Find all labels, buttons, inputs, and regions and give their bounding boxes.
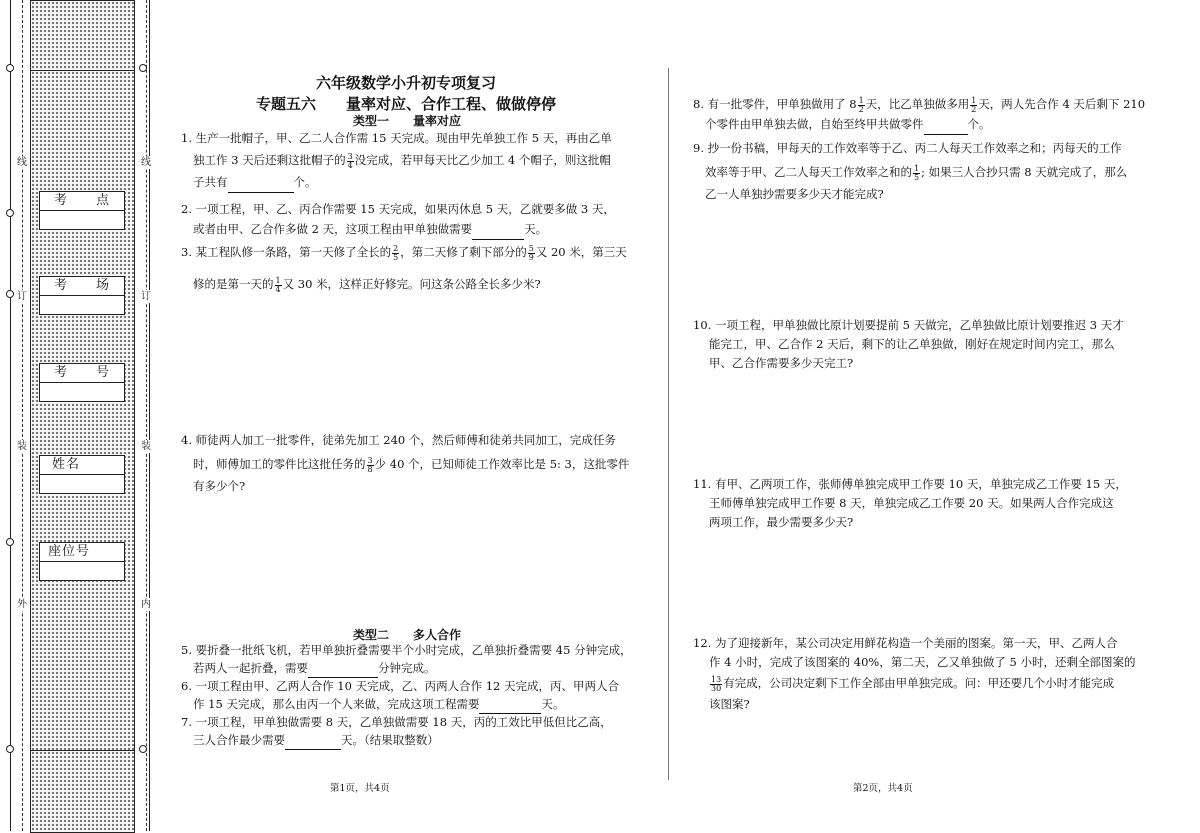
- binding-hole: [6, 290, 14, 298]
- field-label: 座位号: [40, 543, 124, 562]
- question-3: [181, 242, 661, 294]
- field-label: 姓名: [40, 456, 124, 475]
- page-footer: 第1页，共4页: [330, 783, 390, 794]
- question-text: 天，两人先合作 4 天后剩下 210: [978, 97, 1146, 111]
- question-text: 天。: [541, 697, 565, 711]
- question-text: 5. 要折叠一批纸飞机，若甲单独折叠需要半个小时完成，乙单独折叠需要 45 分钟完成，: [181, 643, 632, 657]
- binding-right-line: [149, 0, 150, 831]
- answer-blank[interactable]: [228, 172, 294, 193]
- cut-line-inner: [146, 0, 147, 831]
- answer-blank[interactable]: [308, 659, 378, 678]
- binding-hole: [6, 209, 14, 217]
- field-label: 考 号: [40, 364, 124, 383]
- question-text: 该图案?: [709, 697, 750, 711]
- fraction: $\frac{5}{9}$: [528, 243, 534, 262]
- binding-hole: [6, 64, 14, 72]
- section-heading: 类型二 多人合作: [353, 628, 462, 642]
- question-text: 又 30 米，这样正好修完。问这条公路全长多少米?: [282, 277, 541, 291]
- seat-number-field[interactable]: [39, 542, 125, 581]
- question-text: 6. 一项工程由甲、乙两人合作 10 天完成，乙、丙两人合作 12 天完成，丙、甲两人合: [181, 679, 620, 693]
- question-text: 分钟完成。: [378, 661, 436, 675]
- fraction: $\frac{1}{2}$: [858, 95, 864, 114]
- question-2: [181, 199, 661, 240]
- field-blank[interactable]: [40, 296, 124, 314]
- question-text: 有完成，公司决定剩下工作全部由甲单独完成。问：甲还要几个小时才能完成: [723, 676, 1115, 690]
- binding-hole: [139, 745, 147, 753]
- binding-mark: 外: [17, 599, 27, 610]
- binding-mark: 订: [17, 291, 27, 302]
- binding-edge-line: [10, 0, 11, 831]
- question-text: 12. 为了迎接新年，某公司决定用鲜花构造一个美丽的图案。第一天，甲、乙两人合: [693, 636, 1118, 650]
- exam-site-field[interactable]: [39, 191, 125, 230]
- question-text: 天。: [524, 222, 548, 236]
- question-4: [181, 430, 661, 496]
- question-11: [693, 475, 1173, 532]
- field-blank[interactable]: [40, 475, 124, 493]
- binding-mark: 线: [17, 157, 27, 168]
- question-text: 甲、乙合作需要多少天完工?: [709, 356, 854, 370]
- question-text: 效率等于甲、乙二人每天工作效率之和的: [705, 165, 912, 179]
- question-10: [693, 316, 1173, 373]
- question-text: 修的是第一天的: [193, 277, 274, 291]
- question-text: 11. 有甲、乙两项工作，张师傅单独完成甲工作要 10 天，单独完成乙工作要 15 天，: [693, 477, 1127, 491]
- binding-mark: 线: [141, 157, 151, 168]
- dotted-panel: [30, 0, 135, 72]
- binding-mark: 装: [141, 441, 151, 452]
- question-text: 两项工作，最少需要多少天?: [709, 515, 854, 529]
- question-text: 三人合作最少需要: [193, 733, 285, 747]
- fraction: $\frac{2}{5}$: [393, 243, 399, 262]
- question-text: 能完工，甲、乙合作 2 天后，剩下的让乙单独做，刚好在规定时间内完工，那么: [709, 337, 1115, 351]
- question-text: 有多少个?: [193, 479, 246, 493]
- question-text: 9. 抄一份书稿，甲每天的工作效率等于乙、丙二人每天工作效率之和；丙每天的工作: [693, 141, 1122, 155]
- field-label: 考 场: [40, 277, 124, 296]
- question-text: 若两人一起折叠，需要: [193, 661, 308, 675]
- answer-blank[interactable]: [479, 695, 541, 714]
- question-5: [181, 641, 661, 678]
- binding-hole: [6, 745, 14, 753]
- question-text: ; 如果三人合抄只需 8 天就完成了，那么: [921, 165, 1128, 179]
- exam-room-field[interactable]: [39, 276, 125, 315]
- question-text: 独工作 3 天后还剩这批帽子的: [193, 153, 346, 167]
- binding-mark: 装: [17, 441, 27, 452]
- question-7: [181, 713, 661, 750]
- question-text: 7. 一项工程，甲单独做需要 8 天，乙单独做需要 18 天，丙的工效比甲低但比乙高，: [181, 715, 612, 729]
- question-9: [693, 138, 1173, 204]
- dotted-panel: [30, 750, 135, 833]
- answer-blank[interactable]: [285, 731, 341, 750]
- question-text: 或者由甲、乙合作多做 2 天，这项工程由甲单独做需要: [193, 222, 473, 236]
- binding-mark: 订: [141, 291, 151, 302]
- binding-hole: [139, 64, 147, 72]
- question-8: [693, 94, 1173, 135]
- binding-mark: 内: [141, 599, 151, 610]
- question-text: 1. 生产一批帽子，甲、乙二人合作需 15 天完成。现由甲先单独工作 5 天，再由乙单: [181, 131, 612, 145]
- field-blank[interactable]: [40, 562, 124, 580]
- exam-number-field[interactable]: [39, 363, 125, 402]
- question-text: 乙一人单独抄需要多少天才能完成?: [705, 187, 884, 201]
- question-text: 2. 一项工程，甲、乙、丙合作需要 15 天完成，如果丙休息 5 天，乙就要多做 3 天，: [181, 202, 615, 216]
- answer-blank[interactable]: [924, 114, 968, 135]
- question-12: [693, 634, 1173, 714]
- question-text: 少 40 个，已知师徒工作效率比是 5: 3，这批零件: [374, 457, 630, 471]
- question-6: [181, 677, 661, 714]
- name-field[interactable]: [39, 455, 125, 494]
- fraction: $\frac{3}{8}$: [367, 455, 373, 474]
- question-text: 天。（结果取整数）: [341, 733, 439, 747]
- question-text: 王师傅单独完成甲工作要 8 天，单独完成乙工作要 20 天。如果两人合作完成这: [709, 496, 1114, 510]
- field-label: 考 点: [40, 192, 124, 211]
- question-text: ，第二天修了剩下部分的: [400, 245, 527, 259]
- question-text: 子共有: [193, 175, 228, 189]
- field-blank[interactable]: [40, 383, 124, 401]
- page-title: 六年级数学小升初专项复习: [316, 74, 497, 92]
- page-subtitle: 专题五六 量率对应、合作工程、做做停停: [256, 95, 557, 113]
- question-text: 又 20 米，第三天: [535, 245, 627, 259]
- fraction: $\frac{3}{4}$: [347, 151, 353, 170]
- question-text: 时，师傅加工的零件比这批任务的: [193, 457, 366, 471]
- question-1: [181, 128, 661, 193]
- question-text: 8. 有一批零件，甲单独做用了 8: [693, 97, 857, 111]
- binding-strip: [0, 0, 150, 831]
- fraction: $\frac{1}{5}$: [914, 163, 920, 182]
- question-text: 个。: [967, 117, 991, 131]
- fraction: $\frac{1}{2}$: [971, 95, 977, 114]
- answer-blank[interactable]: [472, 219, 524, 240]
- question-text: 个。: [293, 175, 317, 189]
- question-text: 作 4 小时，完成了该图案的 40%，第二天，乙又单独做了 5 小时，还剩全部图案的: [709, 655, 1136, 669]
- question-text: 没完成，若甲每天比乙少加工 4 个帽子，则这批帽: [354, 153, 611, 167]
- page-divider: [668, 68, 669, 780]
- fraction: $\frac{1}{4}$: [275, 275, 281, 294]
- question-text: 个零件由甲单独去做，自始至终甲共做零件: [705, 117, 924, 131]
- dotted-panel: [30, 70, 135, 752]
- cut-line-outer: [22, 0, 23, 831]
- binding-hole: [6, 538, 14, 546]
- section-heading: 类型一 量率对应: [353, 114, 462, 128]
- question-text: 4. 师徒两人加工一批零件，徒弟先加工 240 个，然后师傅和徒弟共同加工，完成任务: [181, 433, 616, 447]
- page-footer: 第2页，共4页: [853, 783, 913, 794]
- question-text: 天，比乙单独做多用: [865, 97, 970, 111]
- question-text: 10. 一项工程，甲单独做比原计划要提前 5 天做完，乙单独做比原计划要推迟 3 天才: [693, 318, 1124, 332]
- question-text: 3. 某工程队修一条路，第一天修了全长的: [181, 245, 392, 259]
- question-text: 作 15 天完成，那么由丙一个人来做，完成这项工程需要: [193, 697, 480, 711]
- fraction: $\frac{13}{30}$: [711, 674, 722, 693]
- field-blank[interactable]: [40, 211, 124, 229]
